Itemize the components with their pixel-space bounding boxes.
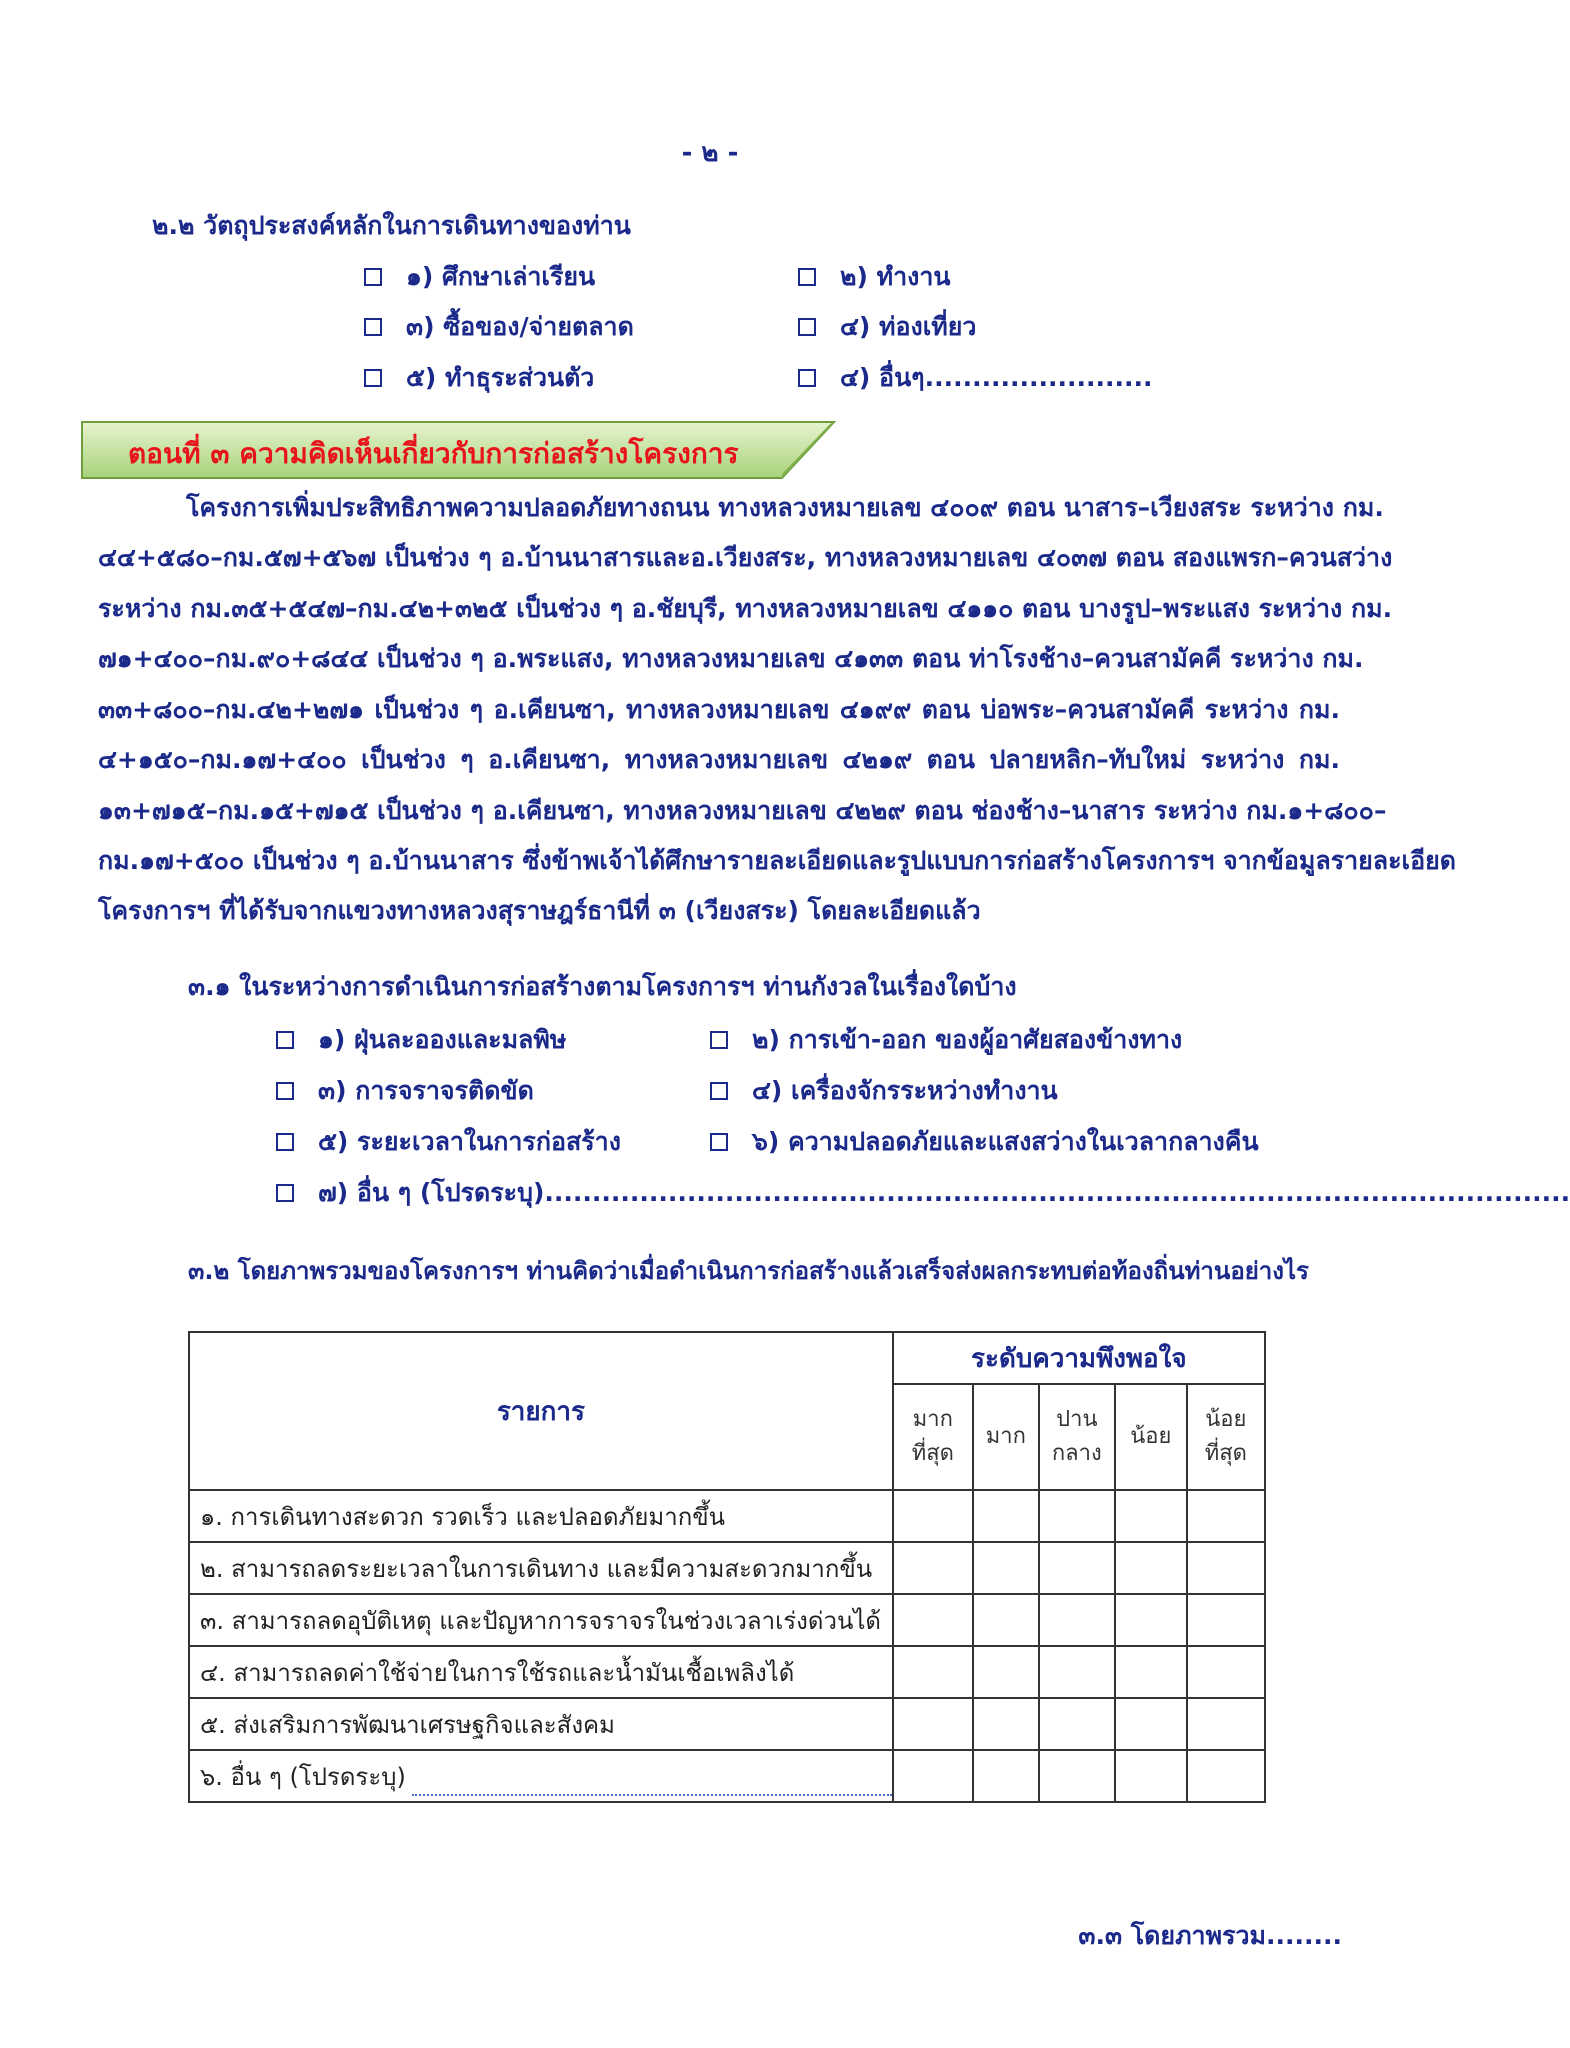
rating-cell[interactable]	[1187, 1490, 1265, 1542]
rating-cell[interactable]	[1187, 1750, 1265, 1802]
paragraph-line: กม.๑๗+๕๐๐ เป็นช่วง ๆ อ.บ้านนาสาร ซึ่งข้าพเจ้าได้ศึกษารายละเอียดและรูปแบบการก่อสร้างโครงการฯ จากข้อมูลรายละเอียด	[98, 846, 1456, 875]
rating-cell[interactable]	[1115, 1646, 1187, 1698]
level-header-medium: ปาน กลาง	[1039, 1384, 1115, 1490]
q22-option-2[interactable]: ๒) ทำงาน	[798, 257, 950, 297]
checkbox[interactable]	[798, 318, 816, 336]
rating-cell[interactable]	[1187, 1646, 1265, 1698]
page-number: - ๒ -	[681, 138, 739, 168]
q22-option-3[interactable]: ๓) ซื้อของ/จ่ายตลาด	[364, 307, 634, 347]
checkbox[interactable]	[364, 369, 382, 387]
rating-cell[interactable]	[973, 1750, 1039, 1802]
fill-in-line[interactable]	[412, 1792, 892, 1796]
rating-cell[interactable]	[1039, 1542, 1115, 1594]
paragraph-line: ๔๔+๕๘๐–กม.๕๗+๕๖๗ เป็นช่วง ๆ อ.บ้านนาสารและอ.เวียงสระ, ทางหลวงหมายเลข ๔๐๓๗ ตอน สองแพรก–ควนสว่าง	[98, 543, 1393, 572]
question-2-2-heading: ๒.๒ วัตถุประสงค์หลักในการเดินทางของท่าน	[152, 211, 631, 240]
paragraph-line: ระหว่าง กม.๓๕+๕๔๗–กม.๔๒+๓๒๕ เป็นช่วง ๆ อ.ชัยบุรี, ทางหลวงหมายเลข ๔๑๑๐ ตอน บางรูป–พระแสง ระหว่าง กม.	[98, 594, 1393, 623]
q31-option-7[interactable]: ๗) อื่น ๆ (โปรดระบุ)............................................................................................................	[276, 1173, 1570, 1213]
checkbox[interactable]	[710, 1031, 728, 1049]
paragraph-line: ๗๑+๔๐๐–กม.๙๐+๘๔๔ เป็นช่วง ๆ อ.พระแสง, ทางหลวงหมายเลข ๔๑๓๓ ตอน ท่าโรงช้าง–ควนสามัคคี ระหว่าง กม.	[98, 644, 1364, 673]
row-item-label: ๒. สามารถลดระยะเวลาในการเดินทาง และมีความสะดวกมากขึ้น	[189, 1542, 893, 1594]
rating-cell[interactable]	[1115, 1698, 1187, 1750]
rating-cell[interactable]	[893, 1698, 973, 1750]
rating-cell[interactable]	[1115, 1750, 1187, 1802]
paragraph-line: โครงการฯ ที่ได้รับจากแขวงทางหลวงสุราษฎร์ธานีที่ ๓ (เวียงสระ) โดยละเอียดแล้ว	[98, 896, 981, 925]
paragraph-line: ๑๓+๗๑๕–กม.๑๕+๗๑๕ เป็นช่วง ๆ อ.เคียนซา, ทางหลวงหมายเลข ๔๒๒๙ ตอน ช่องช้าง–นาสาร ระหว่าง กม.๑+๘๐๐–	[98, 796, 1387, 825]
rating-cell[interactable]	[973, 1594, 1039, 1646]
q22-option-1[interactable]: ๑) ศึกษาเล่าเรียน	[364, 257, 595, 297]
row-item-label: ๓. สามารถลดอุบัติเหตุ และปัญหาการจราจรในช่วงเวลาเร่งด่วนได้	[189, 1594, 893, 1646]
rating-cell[interactable]	[973, 1490, 1039, 1542]
row-item-label: ๖. อื่น ๆ (โปรดระบุ)	[200, 1762, 406, 1791]
table-item-header: รายการ	[189, 1332, 893, 1490]
checkbox[interactable]	[710, 1082, 728, 1100]
rating-cell[interactable]	[1039, 1646, 1115, 1698]
rating-cell[interactable]	[893, 1594, 973, 1646]
q31-option-4[interactable]: ๔) เครื่องจักรระหว่างทำงาน	[710, 1071, 1058, 1111]
level-header-high: มาก	[973, 1384, 1039, 1490]
rating-cell[interactable]	[1115, 1542, 1187, 1594]
table-row	[189, 1646, 1265, 1698]
q22-option-4[interactable]: ๔) ท่องเที่ยว	[798, 307, 976, 347]
satisfaction-table	[188, 1331, 1266, 1803]
rating-cell[interactable]	[1039, 1490, 1115, 1542]
rating-cell[interactable]	[1115, 1490, 1187, 1542]
row-item-label: ๑. การเดินทางสะดวก รวดเร็ว และปลอดภัยมากขึ้น	[189, 1490, 893, 1542]
q31-option-3[interactable]: ๓) การจราจรติดขัด	[276, 1071, 534, 1111]
rating-cell[interactable]	[1187, 1594, 1265, 1646]
rating-cell[interactable]	[1187, 1542, 1265, 1594]
rating-cell[interactable]	[1039, 1698, 1115, 1750]
section-3-banner	[82, 422, 834, 480]
rating-cell[interactable]	[1187, 1698, 1265, 1750]
checkbox[interactable]	[276, 1184, 294, 1202]
checkbox[interactable]	[276, 1031, 294, 1049]
table-rating-header: ระดับความพึงพอใจ	[893, 1332, 1265, 1384]
paragraph-line: ๔+๑๕๐–กม.๑๗+๔๐๐ เป็นช่วง ๆ อ.เคียนซา, ทางหลวงหมายเลข ๔๒๑๙ ตอน ปลายหลิก–ทับใหม่ ระหว่าง กม.	[98, 745, 1340, 774]
checkbox[interactable]	[798, 369, 816, 387]
rating-cell[interactable]	[1039, 1594, 1115, 1646]
level-header-most: มาก ที่สุด	[893, 1384, 973, 1490]
level-header-least: น้อย ที่สุด	[1187, 1384, 1265, 1490]
question-3-1-heading: ๓.๑ ในระหว่างการดำเนินการก่อสร้างตามโครงการฯ ท่านกังวลในเรื่องใดบ้าง	[188, 972, 1017, 1001]
checkbox[interactable]	[276, 1082, 294, 1100]
checkbox[interactable]	[364, 268, 382, 286]
checkbox[interactable]	[364, 318, 382, 336]
rating-cell[interactable]	[893, 1490, 973, 1542]
paragraph-line: ๓๓+๘๐๐–กม.๔๒+๒๗๑ เป็นช่วง ๆ อ.เคียนซา, ทางหลวงหมายเลข ๔๑๙๙ ตอน บ่อพระ–ควนสามัคคี ระหว่าง กม.	[98, 695, 1340, 724]
q31-option-1[interactable]: ๑) ฝุ่นละอองและมลพิษ	[276, 1020, 566, 1060]
checkbox[interactable]	[710, 1133, 728, 1151]
q31-option-6[interactable]: ๖) ความปลอดภัยและแสงสว่างในเวลากลางคืน	[710, 1122, 1259, 1162]
rating-cell[interactable]	[893, 1542, 973, 1594]
question-3-2-heading: ๓.๒ โดยภาพรวมของโครงการฯ ท่านคิดว่าเมื่อดำเนินการก่อสร้างแล้วเสร็จส่งผลกระทบต่อท้องถิ่นท่านอย่างไร	[188, 1257, 1309, 1285]
paragraph-line: โครงการเพิ่มประสิทธิภาพความปลอดภัยทางถนน ทางหลวงหมายเลข ๔๐๐๙ ตอน นาสาร–เวียงสระ ระหว่าง กม.	[186, 493, 1384, 522]
table-row	[189, 1490, 1265, 1542]
q31-option-2[interactable]: ๒) การเข้า-ออก ของผู้อาศัยสองข้างทาง	[710, 1020, 1182, 1060]
rating-cell[interactable]	[893, 1750, 973, 1802]
q22-option-5[interactable]: ๕) ทำธุระส่วนตัว	[364, 358, 594, 398]
section-3-title: ตอนที่ ๓ ความคิดเห็นเกี่ยวกับการก่อสร้างโครงการ	[128, 437, 739, 470]
rating-cell[interactable]	[973, 1542, 1039, 1594]
checkbox[interactable]	[798, 268, 816, 286]
rating-cell[interactable]	[973, 1698, 1039, 1750]
row-item-other[interactable]	[189, 1750, 893, 1802]
rating-cell[interactable]	[893, 1646, 973, 1698]
table-row	[189, 1542, 1265, 1594]
q31-option-5[interactable]: ๕) ระยะเวลาในการก่อสร้าง	[276, 1122, 621, 1162]
rating-cell[interactable]	[1039, 1750, 1115, 1802]
q22-option-6[interactable]: ๔) อื่นๆ........................	[798, 358, 1153, 398]
table-row	[189, 1594, 1265, 1646]
row-item-label: ๔. สามารถลดค่าใช้จ่ายในการใช้รถและน้ำมันเชื้อเพลิงได้	[189, 1646, 893, 1698]
checkbox[interactable]	[276, 1133, 294, 1151]
rating-cell[interactable]	[1115, 1594, 1187, 1646]
next-page-cue: ๓.๓ โดยภาพรวม........	[1078, 1921, 1342, 1950]
rating-cell[interactable]	[973, 1646, 1039, 1698]
table-row	[189, 1698, 1265, 1750]
satisfaction-table-wrapper	[188, 1331, 1266, 1803]
table-row	[189, 1750, 1265, 1802]
row-item-label: ๕. ส่งเสริมการพัฒนาเศรษฐกิจและสังคม	[189, 1698, 893, 1750]
level-header-low: น้อย	[1115, 1384, 1187, 1490]
